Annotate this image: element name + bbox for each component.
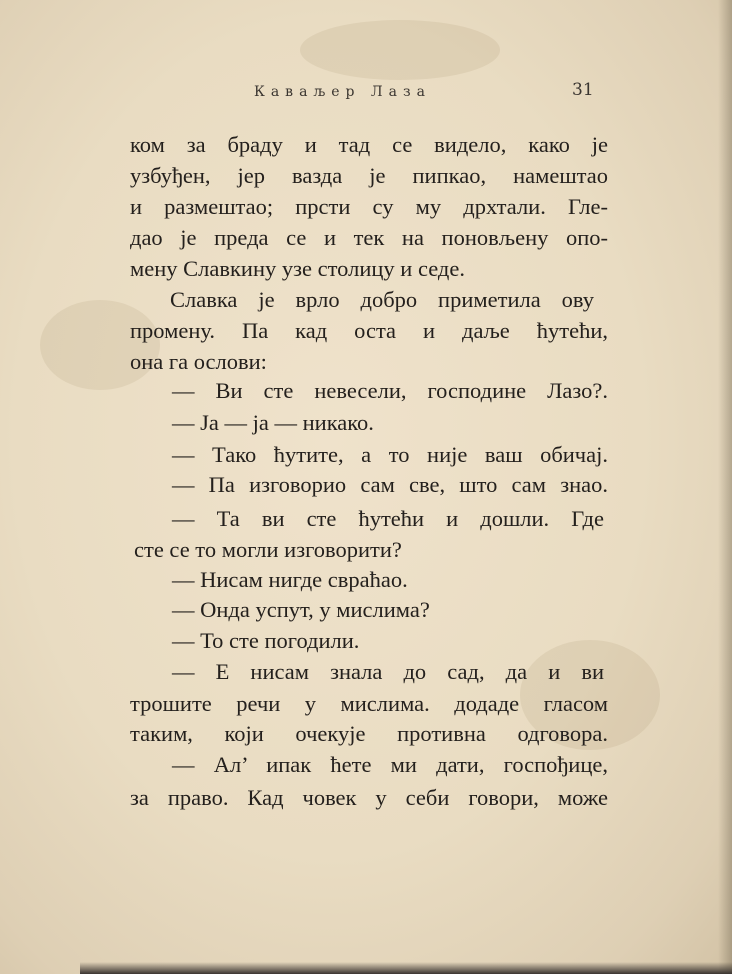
text-line: Славка је врло добро приметила ову [170, 287, 594, 312]
dialogue-line: — То сте погодили. [172, 628, 360, 653]
dialogue-line: — Ја — ја — никако. [172, 410, 374, 435]
text-line: узбуђен, јер вазда је пипкао, намештао [130, 163, 608, 188]
text-line: за право. Кад човек у себи говори, може [130, 785, 608, 810]
page-number: 31 [572, 80, 594, 100]
page-edge-shadow [718, 0, 732, 974]
text-line: мену Славкину узе столицу и седе. [130, 256, 465, 281]
dialogue-line: — Па изговорио сам све, што сам знао. [172, 472, 608, 497]
text-line: промену. Па кад оста и даље ћутећи, [130, 318, 608, 343]
dialogue-line: — Ви сте невесели, господине Лазо?. [172, 378, 608, 403]
text-line: трошите речи у мислима. додаде гласом [130, 691, 608, 716]
dialogue-line: — Та ви сте ћутећи и дошли. Где [172, 506, 604, 531]
dialogue-line: — Тако ћутите, а то није ваш обичај. [172, 442, 608, 467]
text-line: дао је преда се и тек на поновљену опо- [130, 225, 608, 250]
running-header: Каваљер Лаза [254, 84, 431, 100]
dialogue-line: — Ал’ ипак ћете ми дати, госпођице, [172, 752, 608, 777]
text-line: ком за браду и тад се видело, како је [130, 132, 608, 157]
text-line: она га ослови: [130, 349, 267, 374]
page-bottom-shadow [80, 962, 732, 974]
dialogue-line: — Е нисам знала до сад, да и ви [172, 659, 604, 684]
text-line: и размештао; прсти су му дрхтали. Гле- [130, 194, 608, 219]
dialogue-line: — Онда успут, у мислима? [172, 597, 430, 622]
dialogue-line: — Нисам нигде свраћао. [172, 567, 408, 592]
text-line: сте се то могли изговорити? [134, 537, 402, 562]
text-line: таким, који очекује противна одговора. [130, 721, 608, 746]
